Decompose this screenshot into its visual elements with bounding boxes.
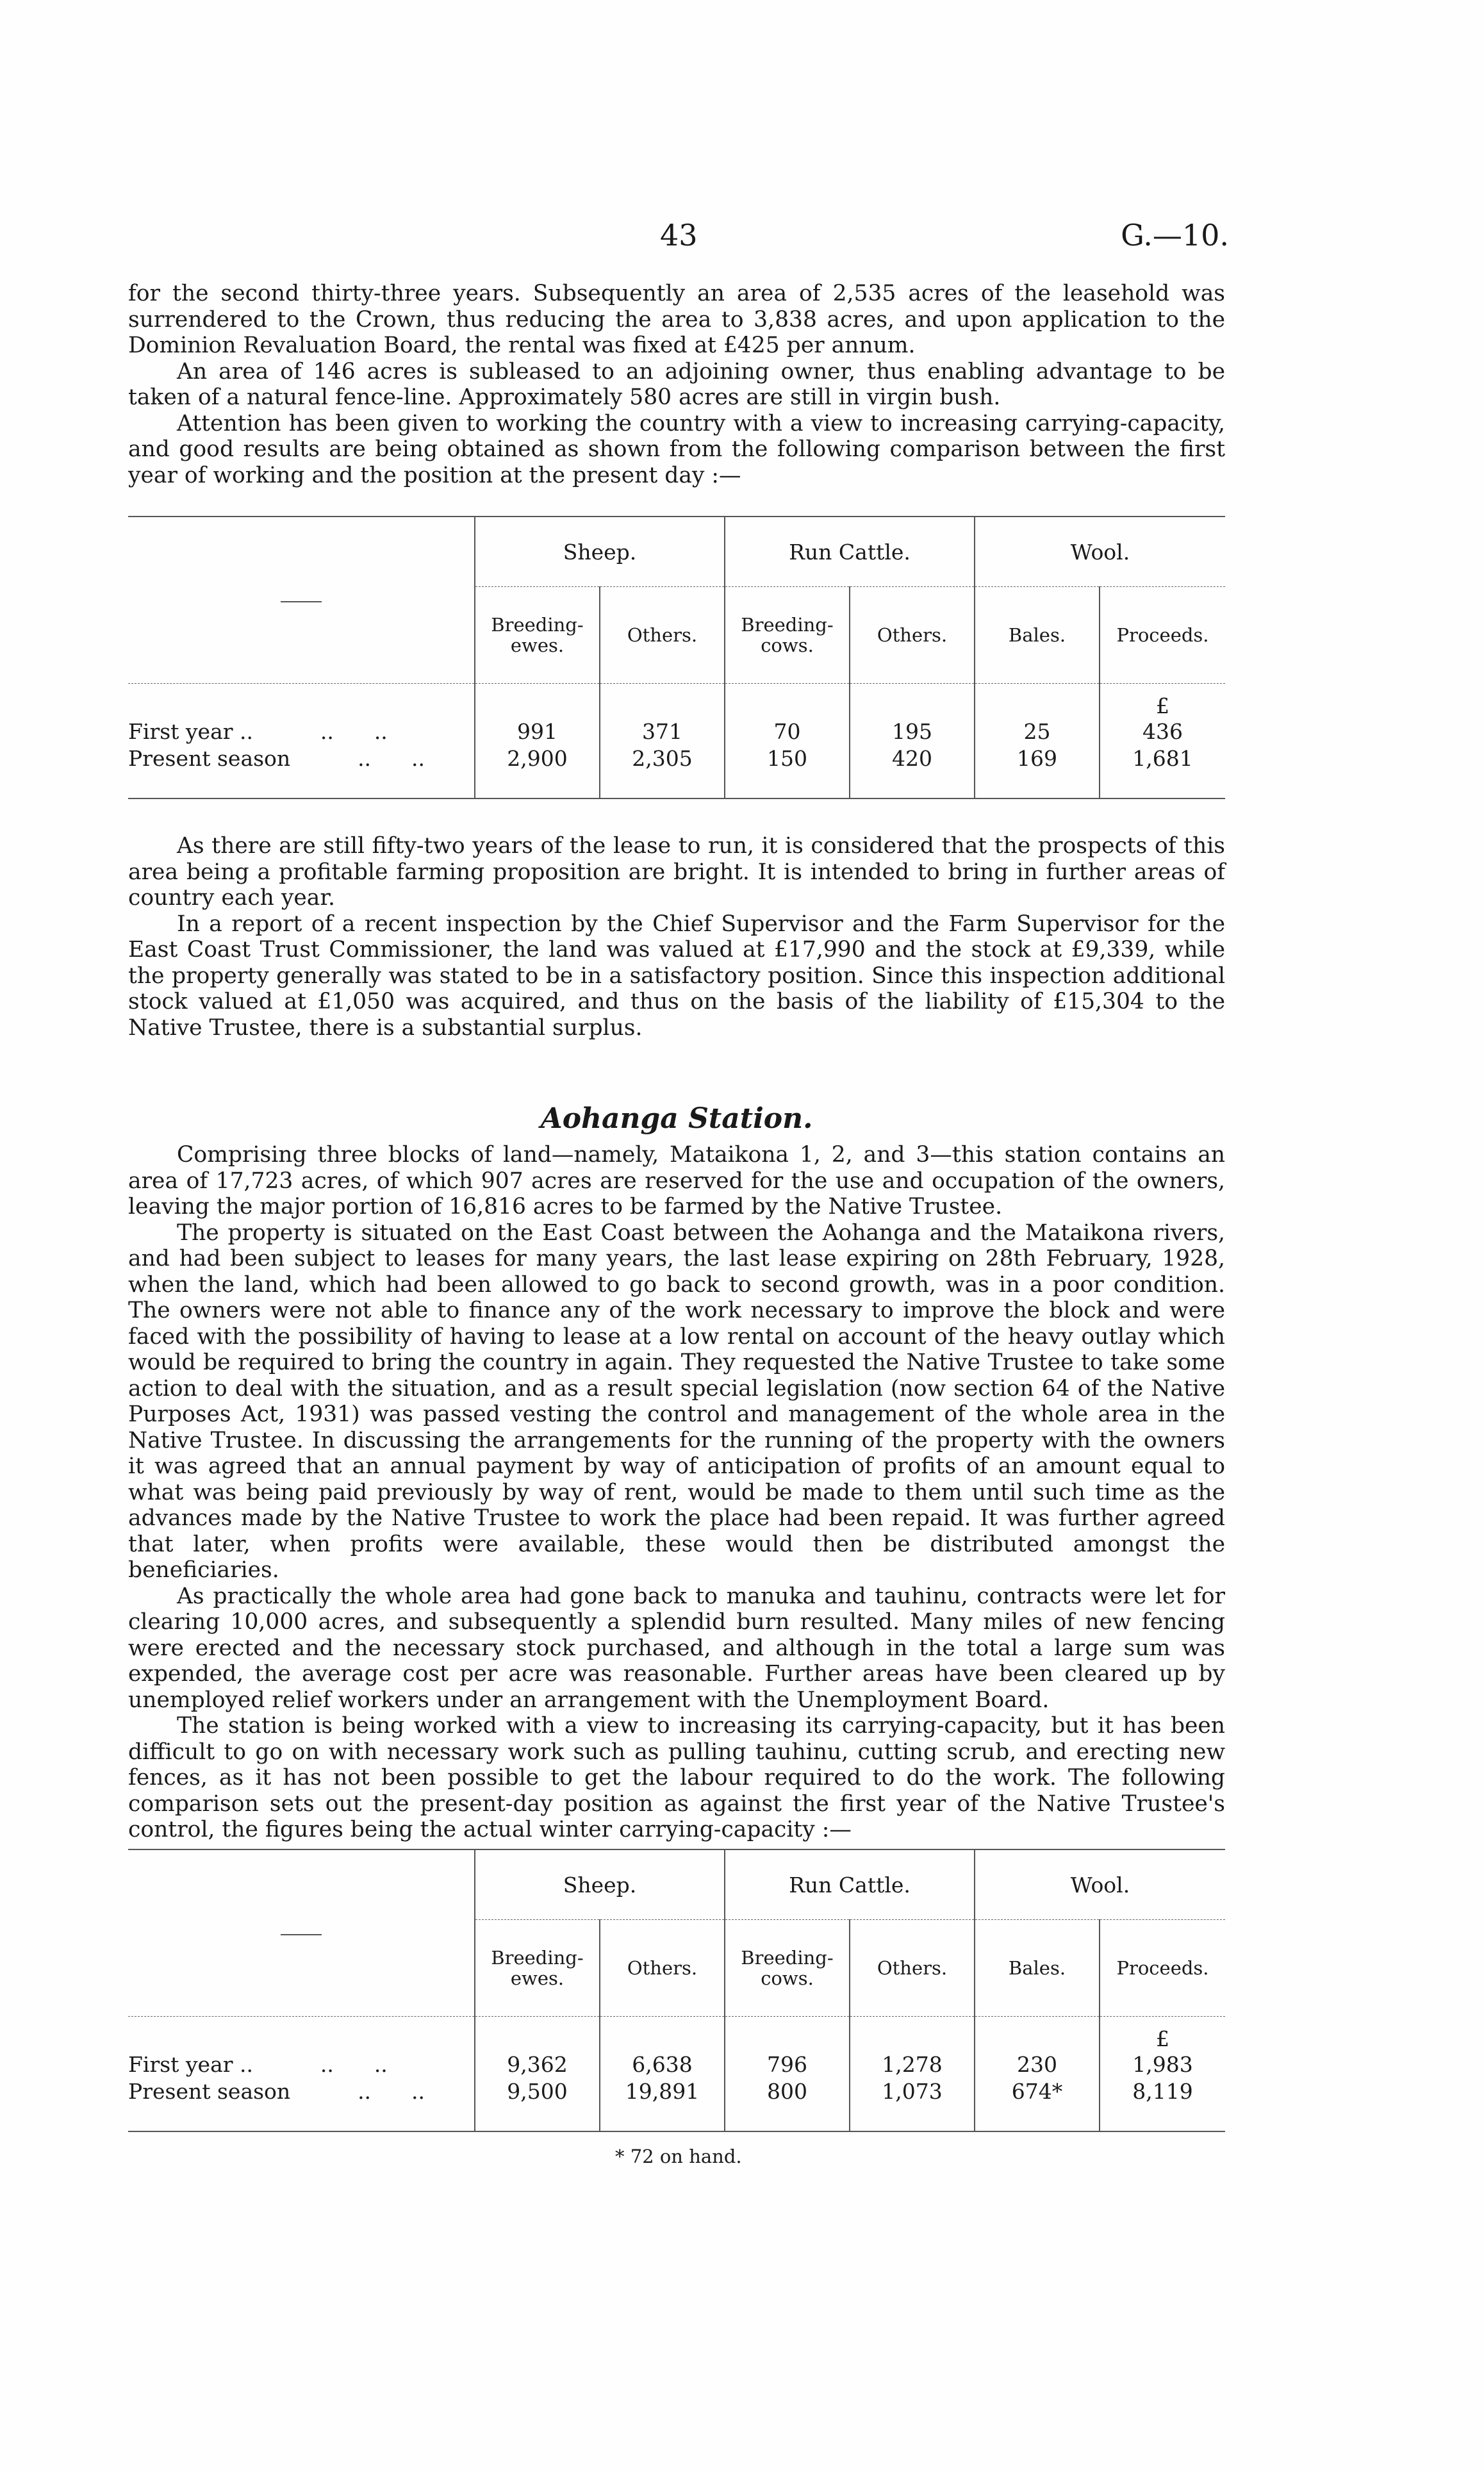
stub-header (128, 517, 475, 684)
stock-table-1 (128, 516, 1225, 799)
cell-others-cattle: 1,073 (850, 2078, 975, 2105)
cell-others-sheep: 6,638 (600, 2051, 725, 2078)
group-wool: Wool. (975, 1850, 1225, 1920)
cell-ewes: 9,362 (475, 2051, 600, 2078)
group-sheep: Sheep. (475, 1850, 725, 1920)
table-row (128, 2078, 1225, 2105)
cell-cows: 796 (725, 2051, 850, 2078)
col-others-sheep: Others. (600, 587, 725, 684)
cell-others-cattle: 195 (850, 718, 975, 745)
row-label: First year .. .. .. (128, 719, 388, 744)
cell-bales: 169 (975, 745, 1100, 772)
unit-pound: £ (1100, 684, 1225, 718)
cell-cows: 150 (725, 745, 850, 772)
col-others-sheep: Others. (600, 1920, 725, 2017)
cell-proceeds: 1,681 (1100, 745, 1225, 772)
stock-table-2 (128, 1849, 1225, 2132)
col-others-cattle: Others. (850, 587, 975, 684)
intro-paragraph-3: Attention has been given to working the country with a view to increasing carrying-capacity, and good results are being obtained as shown from the following comparison between the first year of working and the position at the present day :— (128, 410, 1225, 488)
col-breeding-cows: Breeding-cows. (725, 1920, 850, 2017)
unit-pound: £ (1100, 2017, 1225, 2051)
col-bales: Bales. (975, 1920, 1100, 2017)
group-wool: Wool. (975, 517, 1225, 587)
table-row (128, 2051, 1225, 2078)
table-footnote: * 72 on hand. (615, 2146, 742, 2167)
intro-text (128, 281, 1225, 488)
cell-proceeds: 8,119 (1100, 2078, 1225, 2105)
group-sheep: Sheep. (475, 517, 725, 587)
cell-others-sheep: 19,891 (600, 2078, 725, 2105)
cell-others-sheep: 2,305 (600, 745, 725, 772)
cell-ewes: 9,500 (475, 2078, 600, 2105)
col-proceeds: Proceeds. (1100, 587, 1225, 684)
cell-proceeds: 436 (1100, 718, 1225, 745)
col-bales: Bales. (975, 587, 1100, 684)
section-paragraph-1: Comprising three blocks of land—namely, Mataikona 1, 2, and 3—this station contains an area of 17,723 acres, of which 907 acres are reserved for the use and occupation of the owners, leaving the major portion of 16,816 acres to be farmed by the Native Trustee. (128, 1142, 1225, 1220)
cell-others-sheep: 371 (600, 718, 725, 745)
group-run-cattle: Run Cattle. (725, 1850, 975, 1920)
section-paragraph-3: As practically the whole area had gone back to manuka and tauhinu, contracts were let for clearing 10,000 acres, and subsequently a splendid burn resulted. Many miles of new fencing were erected and the necessary stock purchased, and although in the total a large sum was expended, the average cost per acre was reasonable. Further areas have been cleared up by unemployed relief workers under an arrangement with the Unemployment Board. (128, 1583, 1225, 1713)
document-code: G.—10. (1121, 218, 1229, 252)
cell-others-cattle: 420 (850, 745, 975, 772)
row-label: First year .. .. .. (128, 2052, 388, 2077)
group-run-cattle: Run Cattle. (725, 517, 975, 587)
middle-paragraph-2: In a report of a recent inspection by the Chief Supervisor and the Farm Supervisor for the East Coast Trust Commissioner, the land was valued at £17,990 and the stock at £9,339, while the property generally was stated to be in a satisfactory position. Since this inspection additional stock valued at £1,050 was acquired, and thus on the basis of the liability of £15,304 to the Native Trustee, there is a substantial surplus. (128, 911, 1225, 1041)
col-others-cattle: Others. (850, 1920, 975, 2017)
stub-header (128, 1850, 475, 2017)
cell-proceeds: 1,983 (1100, 2051, 1225, 2078)
section-paragraph-4: The station is being worked with a view to increasing its carrying-capacity, but it has been difficult to go on with necessary work such as pulling tauhinu, cutting scrub, and erecting new fences, as it has not been possible to get the labour required to do the work. The following comparison sets out the present-day position as against the first year of the Native Trustee's control, the figures being the actual winter carrying-capacity :— (128, 1713, 1225, 1842)
section-paragraph-2: The property is situated on the East Coast between the Aohanga and the Mataikona rivers, and had been subject to leases for many years, the last lease expiring on 28th February, 1928, when the land, which had been allowed to go back to second growth, was in a poor condition. The owners were not able to finance any of the work necessary to improve the block and were faced with the possibility of having to lease at a low rental on account of the heavy outlay which would be required to bring the country in again. They requested the Native Trustee to take some action to deal with the situation, and as a result special legislation (now section 64 of the Native Purposes Act, 1931) was passed vesting the control and management of the whole area in the Native Trustee. In discussing the arrangements for the running of the property with the owners it was agreed that an annual payment by way of anticipation of profits of an amount equal to what was being paid previously by way of rent, would be made to them until such time as the advances made by the Native Trustee to work the place had been repaid. It was further agreed that later, when profits were available, these would then be distributed amongst the beneficiaries. (128, 1220, 1225, 1583)
middle-text (128, 833, 1225, 1041)
cell-ewes: 991 (475, 718, 600, 745)
page-number: 43 (660, 218, 698, 252)
row-label: Present season .. .. (128, 746, 425, 771)
section-heading: Aohanga Station. (540, 1102, 813, 1135)
col-proceeds: Proceeds. (1100, 1920, 1225, 2017)
table-row (128, 745, 1225, 772)
table-row (128, 718, 1225, 745)
row-label: Present season .. .. (128, 2079, 425, 2104)
cell-cows: 70 (725, 718, 850, 745)
cell-bales: 230 (975, 2051, 1100, 2078)
middle-paragraph-1: As there are still fifty-two years of the lease to run, it is considered that the prospects of this area being a profitable farming proposition are bright. It is intended to bring in further areas of country each year. (128, 833, 1225, 911)
intro-paragraph-2: An area of 146 acres is subleased to an adjoining owner, thus enabling advantage to be taken of a natural fence-line. Approximately 580 acres are still in virgin bush. (128, 358, 1225, 410)
cell-others-cattle: 1,278 (850, 2051, 975, 2078)
col-breeding-cows: Breeding-cows. (725, 587, 850, 684)
section-text (128, 1142, 1225, 1843)
col-breeding-ewes: Breeding-ewes. (475, 1920, 600, 2017)
cell-bales: 25 (975, 718, 1100, 745)
col-breeding-ewes: Breeding-ewes. (475, 587, 600, 684)
intro-paragraph-1: for the second thirty-three years. Subsequently an area of 2,535 acres of the leasehold was surrendered to the Crown, thus reducing the area to 3,838 acres, and upon application to the Dominion Revaluation Board, the rental was fixed at £425 per annum. (128, 281, 1225, 358)
cell-bales: 674* (975, 2078, 1100, 2105)
cell-ewes: 2,900 (475, 745, 600, 772)
cell-cows: 800 (725, 2078, 850, 2105)
